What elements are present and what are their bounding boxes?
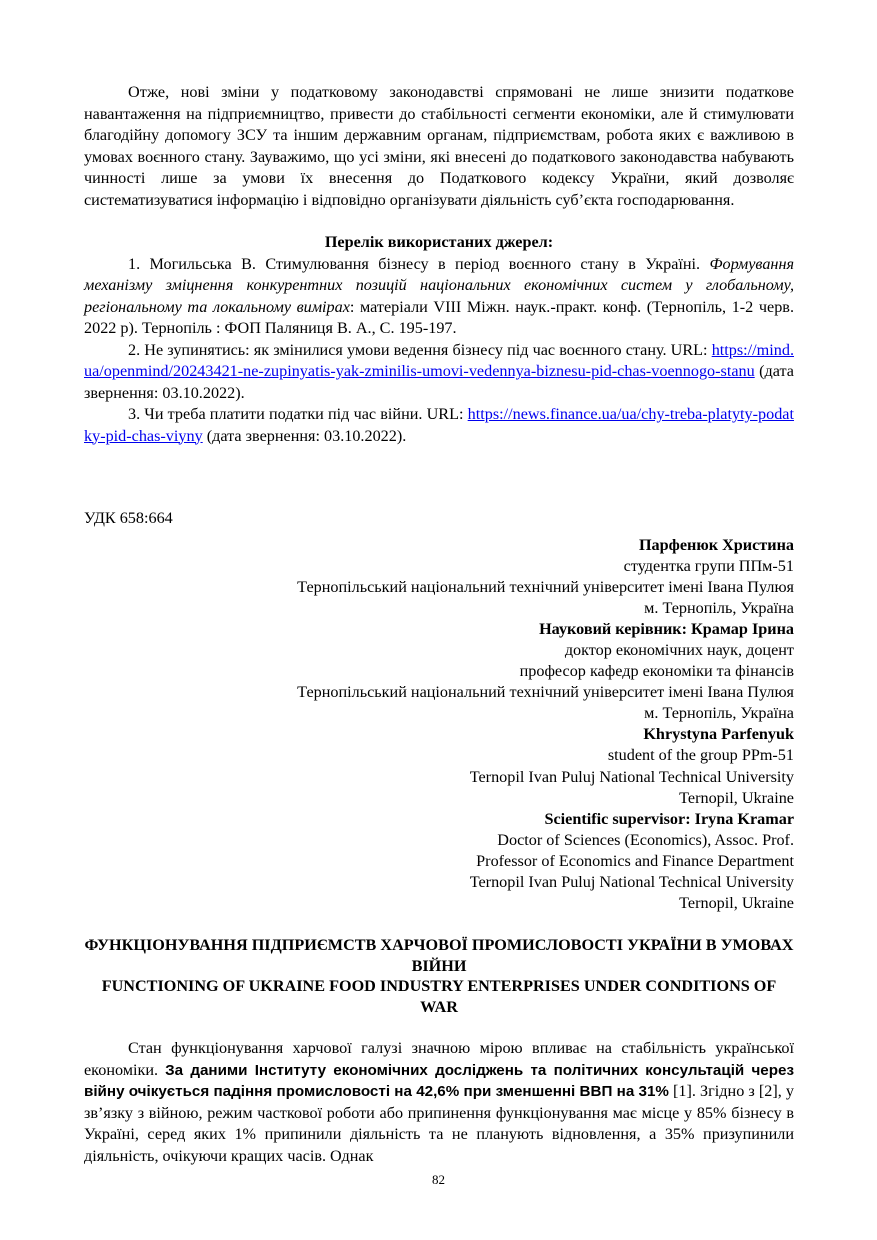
page-number: 82: [432, 1172, 445, 1187]
authors-block: [84, 535, 794, 915]
body-bold-statement: За даними Інституту економічних досліджень та політичних консультацій через війну очікується падіння промисловості на 42,6% при зменшенні ВВП на 31%: [84, 1061, 795, 1101]
intro-paragraph: Отже, нові зміни у податковому законодавстві спрямовані не лише знизити податкове навантаження на підприємництво, привести до стабільності сегменти економіки, але й стимулювати благодійну допомогу ЗСУ та іншим державним органам, підприємствам, робота яких є важливою в умовах воєнного стану. Зауважимо, що усі зміни, які внесені до податкового законодавства набувають чинності лише за умови їх внесення до Податкового кодексу України, який дозволяє систематизуватися інформацію і відповідно організувати діяльність суб’єкта господарювання.: [84, 83, 794, 209]
en-author-city: Ternopil, Ukraine: [679, 788, 794, 807]
en-author-name: Khrystyna Parfenyuk: [643, 725, 794, 744]
ua-author-city: м. Тернопіль, Україна: [644, 598, 794, 617]
reference-3-tail: (дата звернення: 03.10.2022).: [202, 426, 407, 445]
title-ua: ФУНКЦІОНУВАННЯ ПІДПРИЄМСТВ ХАРЧОВОЇ ПРОМИСЛОВОСТІ УКРАЇНИ В УМОВАХ ВІЙНИ: [84, 936, 794, 975]
ua-author-university: Тернопільський національний технічний університет імені Івана Пулюя: [297, 577, 794, 596]
en-supervisor-university: Ternopil Ivan Puluj National Technical University: [469, 873, 794, 891]
title-en: FUNCTIONING OF UKRAINE FOOD INDUSTRY ENTERPRISES UNDER CONDITIONS OF WAR: [101, 977, 777, 1016]
ua-supervisor-position: професор кафедр економіки та фінансів: [519, 662, 794, 681]
en-author-group: student of the group PPm-51: [607, 746, 794, 765]
body-paragraph: [84, 1038, 794, 1167]
udk-code: УДК 658:664: [84, 509, 173, 527]
references-heading: Перелік використаних джерел:: [324, 233, 554, 251]
en-author-university: Ternopil Ivan Puluj National Technical University: [469, 767, 794, 786]
reference-2: [84, 340, 794, 405]
reference-2-link[interactable]: https://mind.ua/openmind/20243421-ne-zupinyatis-yak-zminilis-umovi-vedennya-biznesu-pid-chas-voennogo-stanu: [84, 340, 794, 380]
reference-3-link[interactable]: https://news.finance.ua/ua/chy-treba-platyty-podatky-pid-chas-viyny: [84, 405, 794, 445]
reference-1-italic: Формування механізму зміцнення конкурентних позицій національних економічних систем у глобальному, регіональному та локальному вимірах: [84, 254, 794, 316]
ua-author-name: Парфенюк Христина: [638, 535, 794, 554]
reference-2-lead: 2. Не зупинятись: як змінилися умови ведення бізнесу під час воєнного стану. URL:: [128, 340, 712, 359]
en-supervisor-position: Professor of Economics and Finance Department: [476, 851, 794, 870]
page-content: [84, 82, 794, 1167]
reference-1-tail: : матеріали VIII Міжн. наук.-практ. конф. (Тернопіль, 1-2 черв. 2022 р). Тернопіль : ФОП Паляниця В. А., С. 195-197.: [84, 297, 794, 337]
body-part-1: Стан функціонування харчової галузі значною мірою впливає на стабільність української економіки.: [84, 1039, 794, 1079]
en-supervisor-city: Ternopil, Ukraine: [679, 894, 794, 913]
en-supervisor: Scientific supervisor: Iryna Kramar: [544, 809, 794, 828]
article-title: [84, 935, 794, 1017]
ua-supervisor-city: м. Тернопіль, Україна: [644, 704, 794, 723]
en-supervisor-degree: Doctor of Sciences (Economics), Assoc. Prof.: [497, 830, 794, 849]
reference-3-lead: 3. Чи треба платити податки під час війни. URL:: [128, 405, 468, 423]
reference-3: [84, 404, 794, 447]
ua-supervisor-degree: доктор економічних наук, доцент: [564, 640, 794, 659]
reference-1: [84, 254, 794, 340]
body-part-2: [1]. Згідно з [2], у зв’язку з війною, режим часткової роботи або припинення функціонування має місце у 85% бізнесу в Україні, серед яких 1% припинили діяльність та не планують відновлення, а 35% призупинили діяльність, очікуючи кращих часів. Однак: [84, 1082, 794, 1165]
ua-author-group: студентка групи ППм-51: [623, 556, 794, 575]
reference-1-lead: 1. Могильська В. Стимулювання бізнесу в період воєнного стану в Україні.: [128, 254, 710, 273]
reference-2-tail: (дата звернення: 03.10.2022).: [84, 362, 794, 402]
ua-supervisor-university: Тернопільський національний технічний університет імені Івана Пулюя: [297, 683, 794, 702]
ua-supervisor: Науковий керівник: Крамар Ірина: [539, 619, 794, 638]
